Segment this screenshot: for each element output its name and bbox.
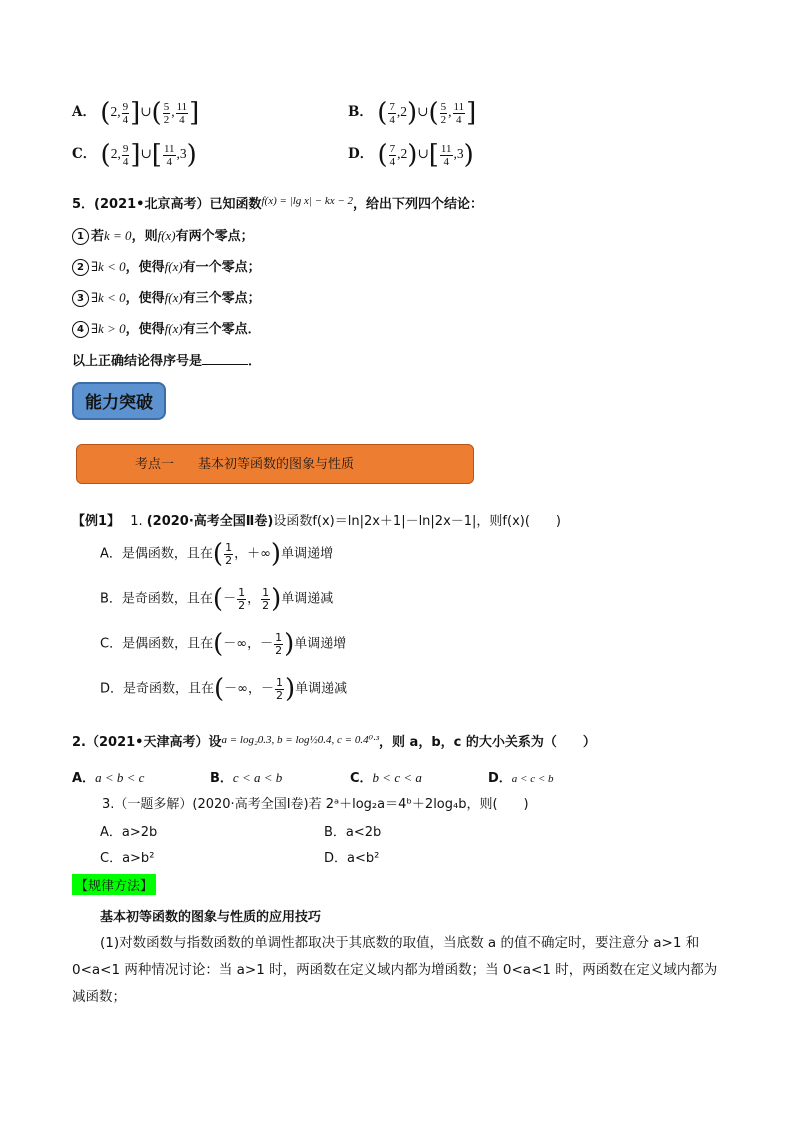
topic-banner <box>76 444 474 484</box>
option-a-q4 <box>72 100 199 126</box>
option-b-q4 <box>348 100 476 126</box>
q5-conclusion: 以上正确结论得序号是 ． <box>72 354 262 369</box>
circled-number: 4 <box>72 321 89 338</box>
circled-number: 2 <box>72 259 89 276</box>
q3-option-a: A．a>2b <box>100 825 158 840</box>
answer-blank[interactable] <box>202 352 248 365</box>
option-math: (2, $\frac{9}{4}$ ]∪[ $\frac{11}{4}$ ,3) <box>100 140 197 170</box>
option-c-q4 <box>72 142 197 168</box>
option-label: C． <box>72 146 97 163</box>
question-3-stem: 3.（一题多解）(2020·高考全国Ⅰ卷)若 2ᵃ＋log₂a＝4ᵇ＋2log₄b，则( ) <box>102 797 529 812</box>
kaodian-label: 考点一 <box>135 457 175 472</box>
example-1-stem: 【例1】 1. (2020·高考全国Ⅱ卷)设函数f(x)＝ln|2x＋1|－ln|2x－1|，则f(x)( ) <box>72 514 561 529</box>
ex1-option-d: D．是奇函数，且在(－∞，－ $\frac{1}{2}$ )单调递减 <box>100 674 348 704</box>
ex1-option-c: C．是偶函数，且在(－∞，－ $\frac{1}{2}$ )单调递增 <box>100 629 347 659</box>
ex1-option-a: A．是偶函数，且在( $\frac{1}{2}$ ，＋∞)单调递增 <box>100 539 334 569</box>
topic-title: 基本初等函数的图象与性质 <box>198 457 355 472</box>
option-label: B． <box>348 104 373 121</box>
circled-number: 3 <box>72 290 89 307</box>
option-label: A． <box>72 104 96 121</box>
method-tag: 【规律方法】 <box>72 874 156 895</box>
q3-option-b: B．a<2b <box>324 825 382 840</box>
section-badge: 能力突破 <box>72 382 166 420</box>
option-math: ( $\frac{7}{4}$ ,2)∪( $\frac{5}{2}$ , $\frac{11}{4}$ ] <box>377 98 477 128</box>
question-2-stem: 2.（2021•天津高考）设$^{a = log_20.3, b = log\frac{1}{2}0.4, c = 0.4^0\cdot^3}$，则 a，b，c 的大小关系为（ ） <box>72 734 596 750</box>
method-body: (1)对数函数与指数函数的单调性都取决于其底数的取值，当底数 a 的值不确定时，要注意分 a>1 和 0<a<1 两种情况讨论：当 a>1 时，两函数在定义域内都为增函数；当 0<a<1 时，两函数在定义域内都为减函数； <box>72 935 718 1005</box>
q2-options: A．a < b < c B．c < a < b C．b < c < a D．a < c < b <box>72 770 554 786</box>
q5-item-3: 3 ∃k < 0，使得f(x)有三个零点； <box>72 287 261 307</box>
option-math: ( $\frac{7}{4}$ ,2)∪[ $\frac{11}{4}$ ,3) <box>377 140 474 170</box>
option-label: D． <box>348 146 374 163</box>
q3-option-d: D．a<b² <box>324 851 380 866</box>
q5-item-1: 1 若k = 0，则f(x)有两个零点； <box>72 225 254 245</box>
option-d-q4 <box>348 142 474 168</box>
q3-option-c: C．a>b² <box>100 851 155 866</box>
q5-item-4: 4 ∃k > 0，使得f(x)有三个零点． <box>72 318 261 338</box>
option-math: (2, $\frac{9}{4}$ ]∪( $\frac{5}{2}$ , $\frac{11}{4}$ ] <box>100 98 200 128</box>
circled-number: 1 <box>72 228 89 245</box>
q5-item-2: 2 ∃k < 0，使得f(x)有一个零点； <box>72 256 261 276</box>
question-5-stem: 5．(2021•北京高考）已知函数$^{f(x) = |lg x| - kx - 2}$，给出下列四个结论： <box>72 195 484 212</box>
method-title: 基本初等函数的图象与性质的应用技巧 <box>100 910 322 925</box>
ex1-option-b: B．是奇函数，且在(－ $\frac{1}{2}$ ， $\frac{1}{2}$ )单调递减 <box>100 584 334 614</box>
